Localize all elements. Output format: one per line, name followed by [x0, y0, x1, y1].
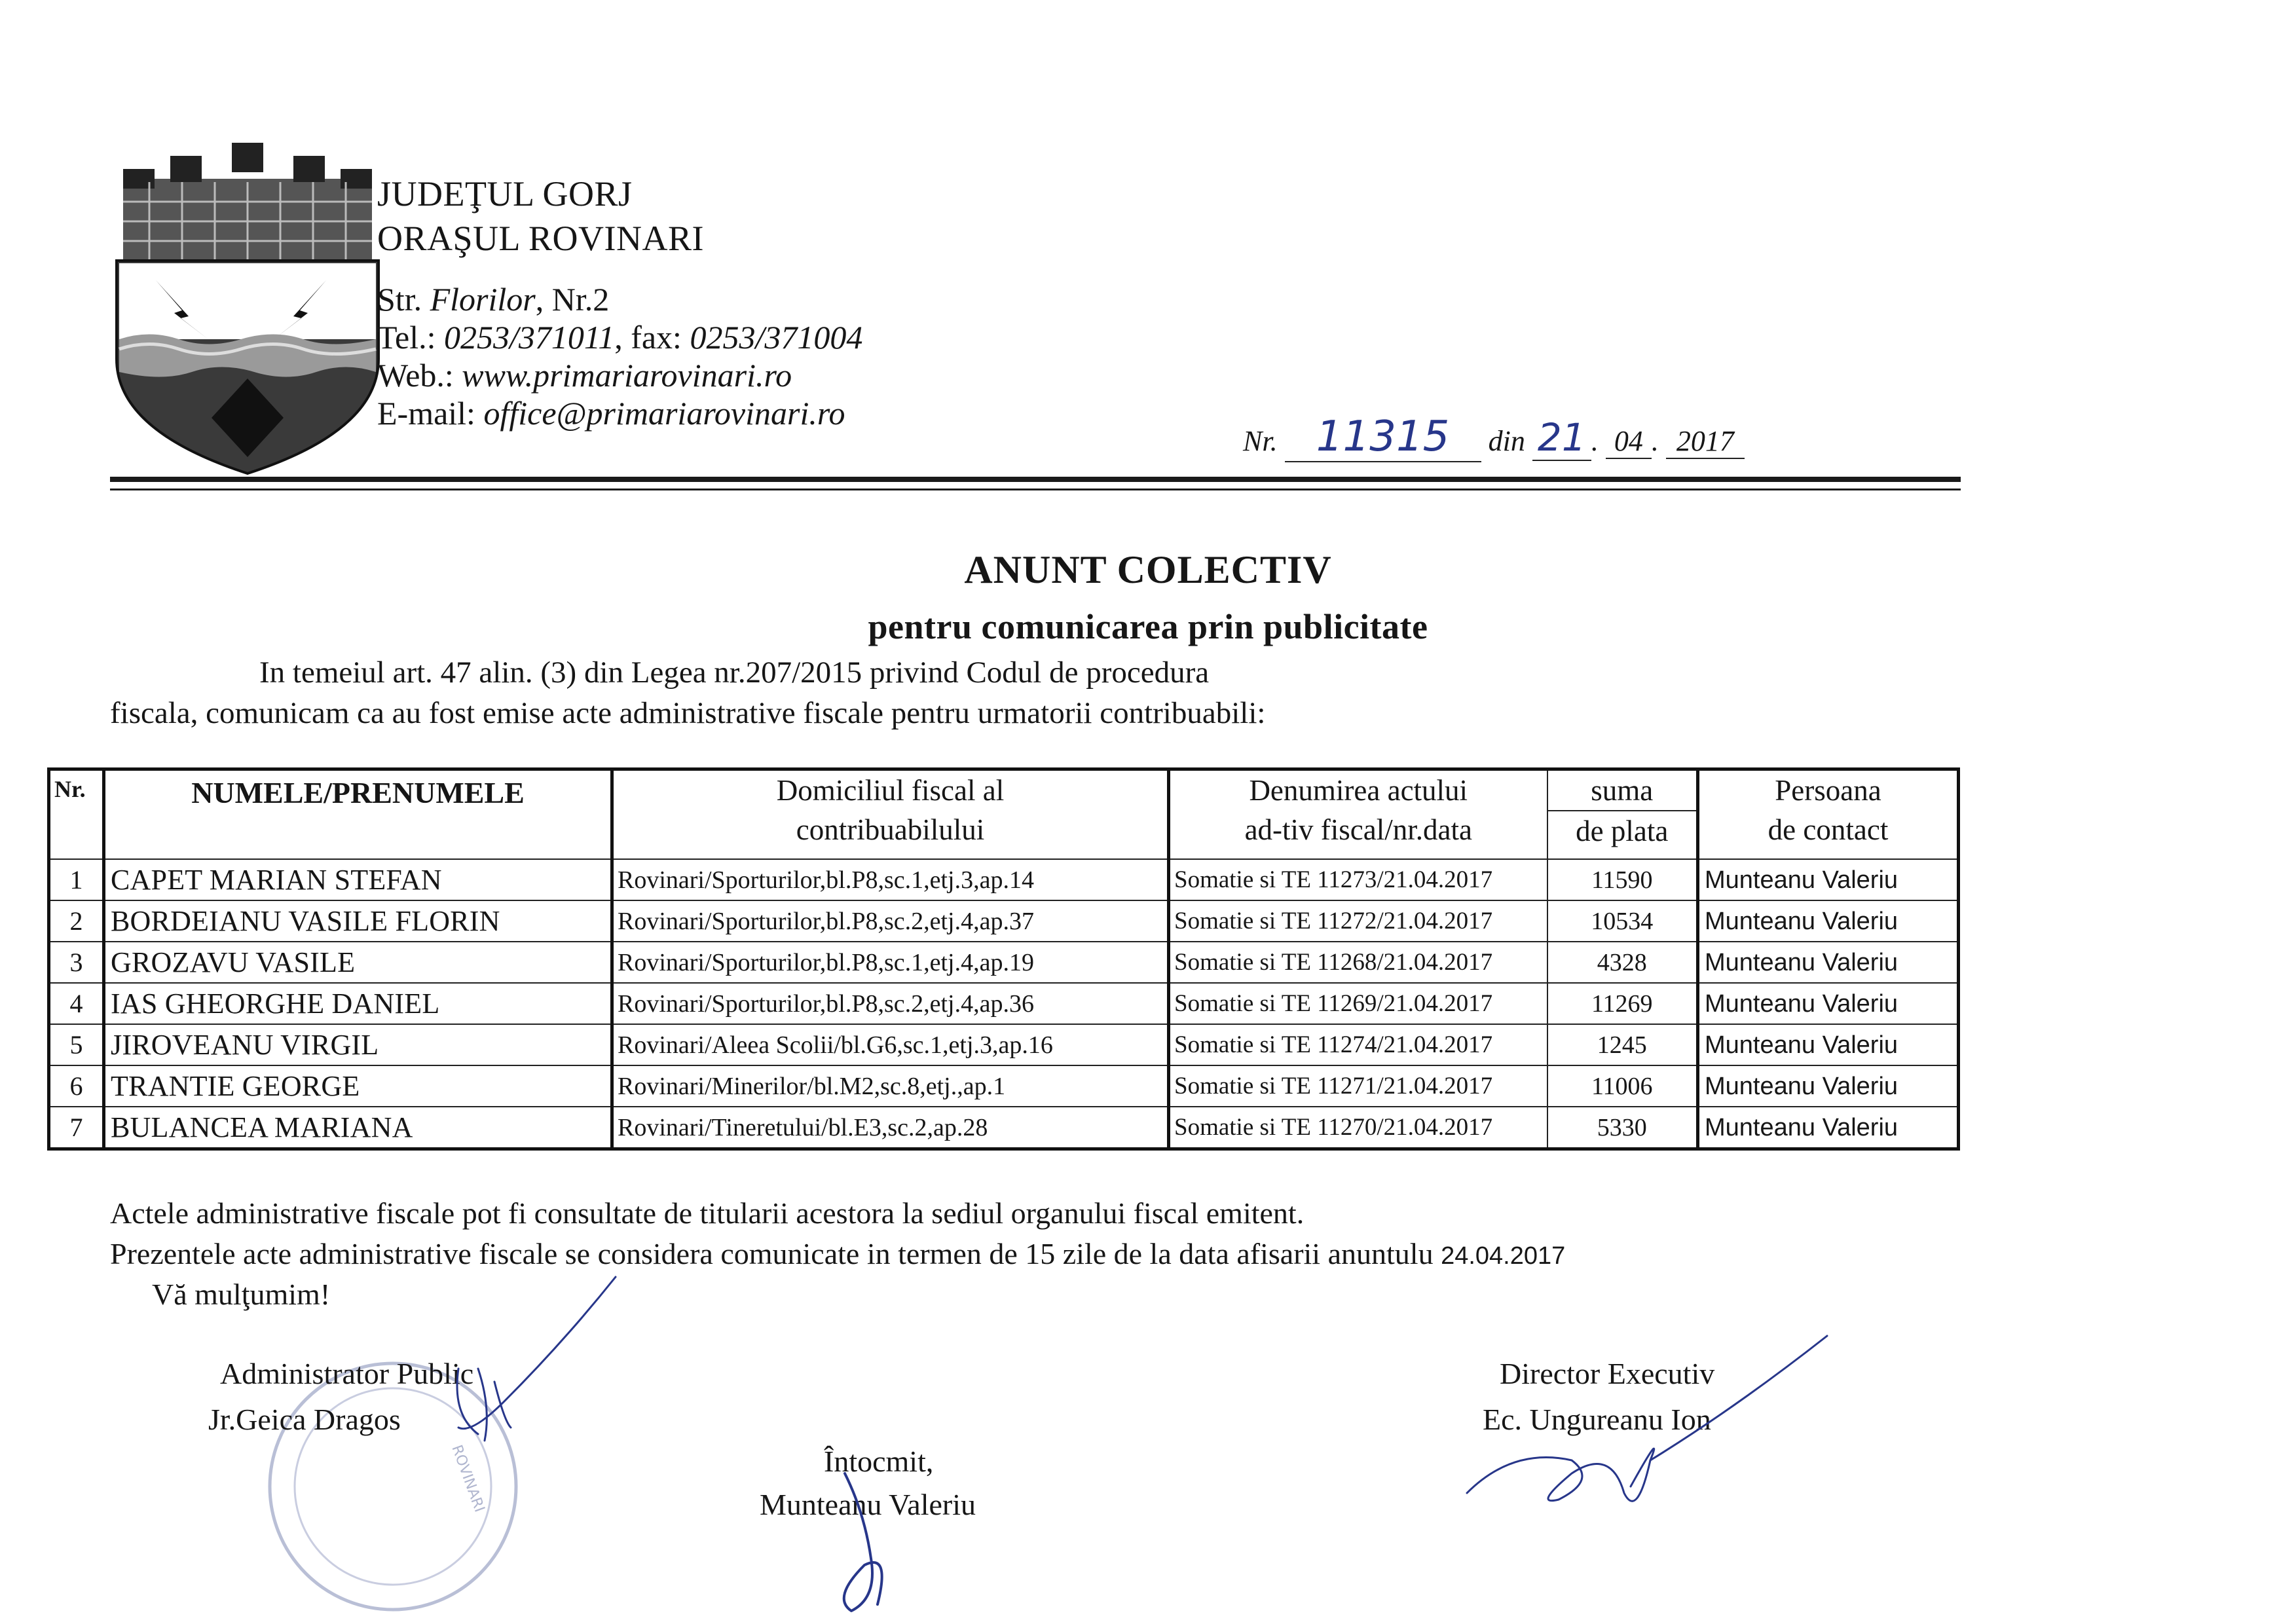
date-year: 2017	[1676, 425, 1734, 457]
cell-nr: 2	[49, 900, 104, 942]
address-line	[377, 279, 609, 320]
cell-nr: 1	[49, 859, 104, 900]
cell-address: Rovinari/Sporturilor,bl.P8,sc.1,etj.3,ap.14	[612, 859, 1169, 900]
announcement-subtitle: pentru comunicarea prin publicitate	[868, 607, 1428, 646]
coat-of-arms-icon	[110, 143, 385, 477]
town-name: ORAŞUL ROVINARI	[377, 219, 705, 258]
cell-nr: 5	[49, 1024, 104, 1065]
email-prefix: E-mail:	[377, 395, 475, 432]
web-link[interactable]: www.primariarovinari.ro	[462, 357, 792, 394]
cell-act: Somatie si TE 11271/21.04.2017	[1169, 1065, 1547, 1107]
cell-nr: 7	[49, 1107, 104, 1149]
table-row	[49, 983, 1959, 1024]
director-role: Director Executiv	[1500, 1357, 1715, 1390]
header-act	[1169, 769, 1547, 860]
preparer-name: Munteanu Valeriu	[760, 1488, 976, 1521]
posting-date: 24.04.2017	[1441, 1242, 1566, 1270]
cell-name: CAPET MARIAN STEFAN	[104, 859, 612, 900]
preparer-signature-icon	[805, 1467, 936, 1617]
admin-signature-icon	[432, 1270, 629, 1467]
intro-line-1: In temeiul art. 47 alin. (3) din Legea nr.207/2015 privind Codul de procedura	[259, 655, 1210, 690]
header-sum	[1547, 769, 1698, 860]
cell-name: BULANCEA MARIANA	[104, 1107, 612, 1149]
header-contact-line-1: Persoana	[1775, 774, 1881, 807]
county-name: JUDEŢUL GORJ	[377, 174, 633, 213]
cell-act: Somatie si TE 11273/21.04.2017	[1169, 859, 1547, 900]
header-act-line-2: ad-tiv fiscal/nr.data	[1244, 813, 1472, 846]
stamp-text: ROVINARI	[448, 1443, 488, 1515]
header-rule-thin	[110, 489, 1961, 490]
email-link[interactable]: office@primariarovinari.ro	[483, 395, 845, 432]
table-row	[49, 900, 1959, 942]
intro-line-2: fiscala, comunicam ca au fost emise acte administrative fiscale pentru urmatorii contribuabili:	[110, 696, 1266, 730]
table-row	[49, 1107, 1959, 1149]
footer-line-2-text: Prezentele acte administrative fiscale se considera comunicate in termen de 15 zile de la data afisarii anuntulu	[110, 1237, 1434, 1270]
cell-act: Somatie si TE 11269/21.04.2017	[1169, 983, 1547, 1024]
cell-contact: Munteanu Valeriu	[1698, 1107, 1959, 1149]
cell-contact: Munteanu Valeriu	[1698, 983, 1959, 1024]
cell-sum: 4328	[1547, 942, 1698, 983]
header-address-line-1: Domiciliul fiscal al	[776, 774, 1005, 807]
web-prefix: Web.:	[377, 357, 454, 394]
director-name: Ec. Ungureanu Ion	[1483, 1403, 1711, 1436]
header-contact-line-2: de contact	[1768, 813, 1889, 846]
header-contact	[1698, 769, 1959, 860]
cell-sum: 1245	[1547, 1024, 1698, 1065]
registration-number: Nr. 11315 din 21 . 04 . 2017	[1243, 413, 1745, 462]
street-name: Florilor	[430, 281, 536, 318]
fax-number: 0253/371004	[690, 319, 863, 356]
thanks-text: Vă mulţumim!	[152, 1278, 331, 1311]
phone-line	[377, 317, 862, 358]
header-rule-thick	[110, 477, 1961, 482]
cell-sum: 11590	[1547, 859, 1698, 900]
header-address	[612, 769, 1169, 860]
header-sum-line-2: de plata	[1576, 815, 1669, 847]
street-prefix: Str.	[377, 281, 422, 318]
email-line	[377, 393, 845, 434]
cell-nr: 4	[49, 983, 104, 1024]
date-month: 04	[1614, 425, 1643, 457]
table-row	[49, 1024, 1959, 1065]
cell-address: Rovinari/Minerilor/bl.M2,sc.8,etj.,ap.1	[612, 1065, 1169, 1107]
cell-name: JIROVEANU VIRGIL	[104, 1024, 612, 1065]
cell-act: Somatie si TE 11272/21.04.2017	[1169, 900, 1547, 942]
header-sum-line-1: suma	[1548, 771, 1697, 811]
footer-line-2	[110, 1236, 1565, 1271]
cell-contact: Munteanu Valeriu	[1698, 900, 1959, 942]
nr-label: Nr.	[1243, 425, 1278, 457]
cell-contact: Munteanu Valeriu	[1698, 1065, 1959, 1107]
announcement-title: ANUNT COLECTIV	[964, 548, 1332, 591]
cell-sum: 11269	[1547, 983, 1698, 1024]
cell-name: IAS GHEORGHE DANIEL	[104, 983, 612, 1024]
admin-name: Jr.Geica Dragos	[208, 1403, 401, 1436]
footer-line-1: Actele administrative fiscale pot fi consultate de titularii acestora la sediul organului fiscal emitent.	[110, 1196, 1305, 1230]
cell-contact: Munteanu Valeriu	[1698, 1024, 1959, 1065]
table-row	[49, 942, 1959, 983]
nr-value: 11315	[1316, 413, 1450, 461]
web-line	[377, 355, 792, 396]
cell-nr: 6	[49, 1065, 104, 1107]
preparer-role: Întocmit,	[824, 1445, 934, 1478]
date-day: 21	[1537, 415, 1586, 460]
taxpayers-table	[47, 767, 1960, 1151]
cell-act: Somatie si TE 11274/21.04.2017	[1169, 1024, 1547, 1065]
cell-name: GROZAVU VASILE	[104, 942, 612, 983]
header-name: NUMELE/PRENUMELE	[104, 769, 612, 860]
din-label: din	[1488, 425, 1525, 457]
cell-sum: 10534	[1547, 900, 1698, 942]
tel-number: 0253/371011	[444, 319, 615, 356]
cell-address: Rovinari/Sporturilor,bl.P8,sc.2,etj.4,ap.36	[612, 983, 1169, 1024]
director-signature-icon	[1454, 1329, 1847, 1519]
cell-sum: 5330	[1547, 1107, 1698, 1149]
fax-prefix: , fax:	[614, 319, 682, 356]
cell-sum: 11006	[1547, 1065, 1698, 1107]
cell-address: Rovinari/Sporturilor,bl.P8,sc.1,etj.4,ap.19	[612, 942, 1169, 983]
table-header-row	[49, 769, 1959, 860]
admin-role: Administrator Public	[220, 1357, 474, 1390]
cell-act: Somatie si TE 11268/21.04.2017	[1169, 942, 1547, 983]
header-nr: Nr.	[49, 769, 104, 860]
cell-name: TRANTIE GEORGE	[104, 1065, 612, 1107]
cell-act: Somatie si TE 11270/21.04.2017	[1169, 1107, 1547, 1149]
cell-address: Rovinari/Aleea Scolii/bl.G6,sc.1,etj.3,ap.16	[612, 1024, 1169, 1065]
tel-prefix: Tel.:	[377, 319, 436, 356]
cell-nr: 3	[49, 942, 104, 983]
cell-address: Rovinari/Tineretului/bl.E3,sc.2,ap.28	[612, 1107, 1169, 1149]
table-row	[49, 1065, 1959, 1107]
cell-name: BORDEIANU VASILE FLORIN	[104, 900, 612, 942]
cell-address: Rovinari/Sporturilor,bl.P8,sc.2,etj.4,ap.37	[612, 900, 1169, 942]
header-address-line-2: contribuabilului	[796, 813, 985, 846]
table-row	[49, 859, 1959, 900]
cell-contact: Munteanu Valeriu	[1698, 859, 1959, 900]
street-number: , Nr.2	[535, 281, 610, 318]
header-act-line-1: Denumirea actului	[1249, 774, 1468, 807]
cell-contact: Munteanu Valeriu	[1698, 942, 1959, 983]
